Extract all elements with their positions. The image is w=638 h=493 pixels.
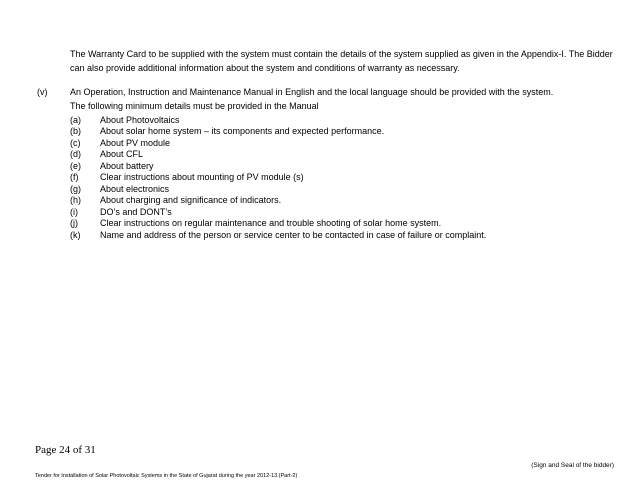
list-item-letter: (k) bbox=[70, 229, 81, 240]
list-item-letter: (h) bbox=[70, 195, 81, 206]
list-item-text: DO’s and DONT’s bbox=[100, 206, 172, 217]
list-item-text: Clear instructions about mounting of PV module (s) bbox=[100, 172, 304, 183]
tender-footer: Tender for Installation of Solar Photovoltaic Systems in the State of Gujarat during the year 2012-13.(Part-2) bbox=[35, 473, 298, 479]
list-item-letter: (b) bbox=[70, 126, 81, 137]
warranty-line-2: can also provide additional information about the system and conditions of warranty as necessary. bbox=[70, 63, 460, 73]
list-item bbox=[70, 126, 486, 137]
list-item-text: About battery bbox=[100, 160, 154, 171]
list-item-text: Name and address of the person or service center to be contacted in case of failure or complaint. bbox=[100, 229, 487, 240]
list-item-text: About solar home system – its components and expected performance. bbox=[100, 126, 385, 137]
list-item bbox=[70, 195, 486, 206]
list-item bbox=[70, 230, 486, 241]
manual-line-2: The following minimum details must be provided in the Manual bbox=[70, 101, 319, 111]
list-item-text: Clear instructions on regular maintenance and trouble shooting of solar home system. bbox=[100, 218, 442, 229]
list-item bbox=[70, 218, 486, 229]
sign-seal-note: (Sign and Seal of the bidder) bbox=[531, 462, 614, 469]
list-item bbox=[70, 138, 486, 149]
warranty-line-1: The Warranty Card to be supplied with the system must contain the details of the system supplied as given in the Appendix-I. The Bidder bbox=[70, 49, 613, 59]
list-item-text: About charging and significance of indicators. bbox=[100, 195, 282, 206]
list-item-letter: (f) bbox=[70, 172, 79, 183]
list-item-letter: (g) bbox=[70, 183, 81, 194]
list-item bbox=[70, 115, 486, 126]
manual-line-1: An Operation, Instruction and Maintenance Manual in English and the local language should be provided with the system. bbox=[70, 87, 554, 97]
page-number: Page 24 of 31 bbox=[35, 444, 96, 456]
list-item-letter: (e) bbox=[70, 160, 81, 171]
list-item-letter: (i) bbox=[70, 206, 78, 217]
list-item bbox=[70, 172, 486, 183]
section-number: (v) bbox=[37, 87, 48, 97]
list-item bbox=[70, 207, 486, 218]
list-item-text: About CFL bbox=[100, 149, 144, 160]
list-item bbox=[70, 184, 486, 195]
warranty-paragraph bbox=[70, 47, 613, 75]
list-item-letter: (d) bbox=[70, 149, 81, 160]
list-item-text: About Photovoltaics bbox=[100, 115, 180, 125]
list-item-letter: (c) bbox=[70, 137, 81, 148]
list-item-letter: (j) bbox=[70, 218, 78, 229]
manual-paragraph bbox=[70, 85, 553, 113]
manual-details-list bbox=[70, 115, 486, 241]
list-item-text: About electronics bbox=[100, 183, 170, 194]
list-item-letter: (a) bbox=[70, 115, 81, 125]
list-item-text: About PV module bbox=[100, 137, 171, 148]
list-item bbox=[70, 161, 486, 172]
list-item bbox=[70, 149, 486, 160]
